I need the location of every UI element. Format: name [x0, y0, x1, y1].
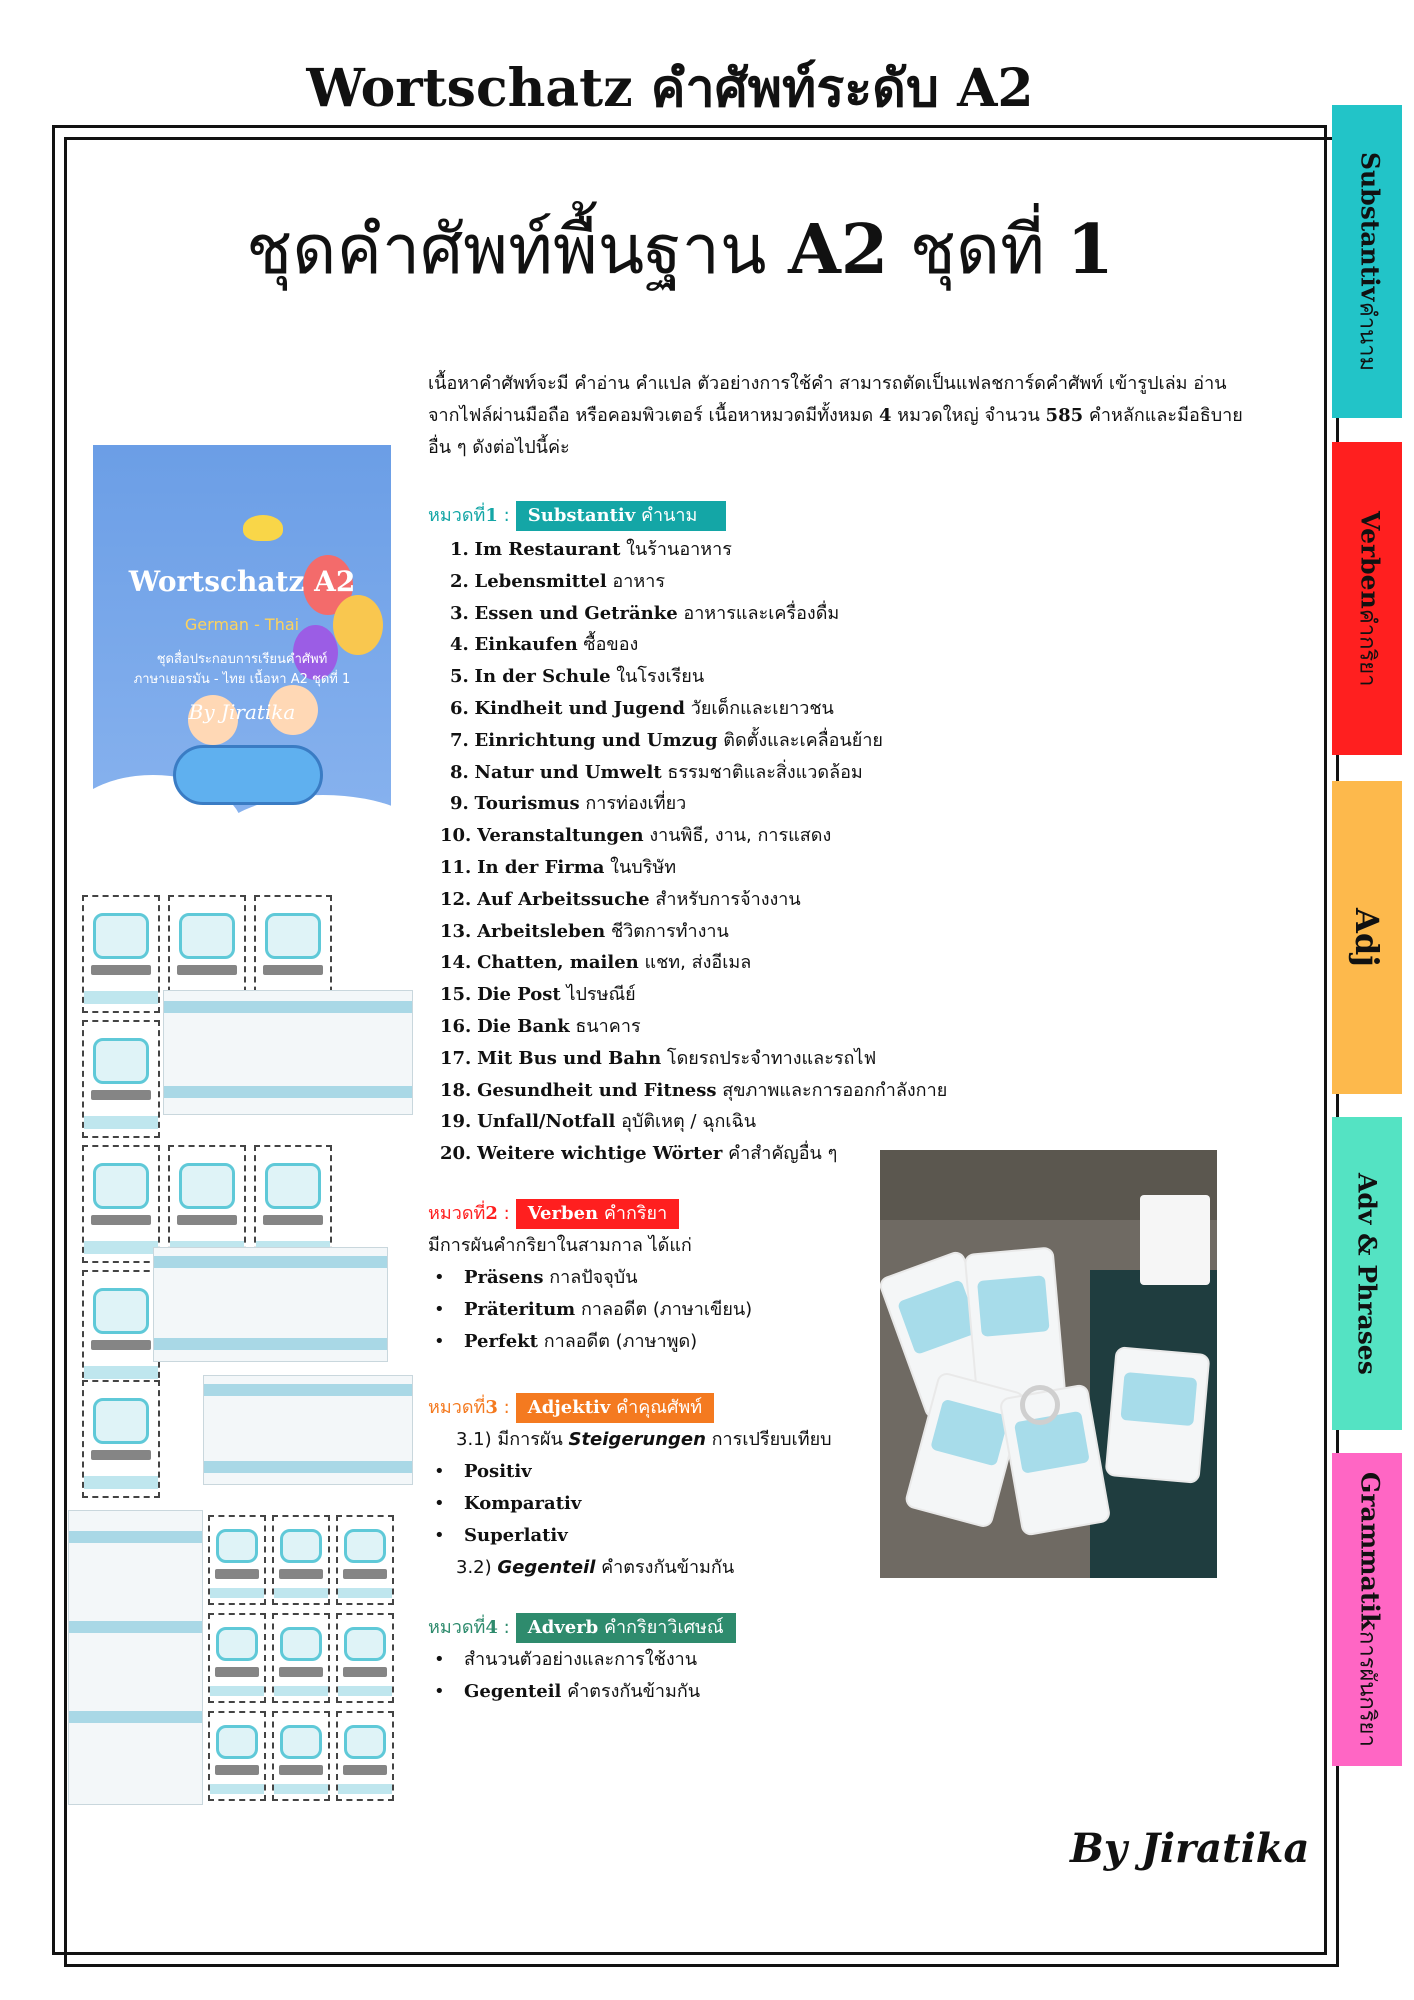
category-prefix — [428, 500, 510, 532]
topic-thai: โดยรถประจำทางและรถไฟ — [661, 1047, 877, 1069]
topic-german: Tourismus — [474, 793, 580, 815]
topic-thai: อาหารและเครื่องดื่ม — [677, 602, 840, 624]
tab-substantiv[interactable] — [1332, 105, 1402, 418]
category-prefix-text: หมวดที่ — [428, 1617, 486, 1638]
bullet-item — [428, 1456, 832, 1488]
topic-number: 16. — [440, 1015, 472, 1037]
sub-term: Gegenteil — [497, 1557, 596, 1578]
tab-label-th: การผันกริยา — [1354, 1630, 1380, 1747]
vocab-topic-item — [428, 979, 947, 1011]
intro-word-count: 585 — [1045, 405, 1084, 426]
sub-text: 3.2) — [456, 1557, 498, 1578]
topic-german: Veranstaltungen — [477, 825, 644, 847]
flashcard-image — [208, 1711, 266, 1801]
bullet-german: Präteritum — [464, 1299, 576, 1320]
chip-label-de: Verben — [527, 1203, 599, 1224]
bullet-german: Positiv — [464, 1461, 532, 1482]
topic-number: 18. — [440, 1079, 472, 1101]
topic-number: 15. — [440, 984, 472, 1006]
intro-text: เนื้อหาคำศัพท์จะมี คำอ่าน คำแปล ตัวอย่างการใช้คำ สามารถตัดเป็นแฟลชการ์ดคำศัพท์ เข้ารูปเล่ม อ่านจากไฟล์ผ่านมือถือ หรือคอมพิวเตอร์ เนื้อหาหมวดมีทั้งหมด — [428, 373, 1227, 426]
category-prefix-text: หมวดที่ — [428, 1203, 486, 1224]
bullet-thai: กาลอดีต (ภาษาพูด) — [537, 1331, 698, 1352]
photo-card — [964, 1246, 1067, 1403]
vocab-topic-item — [428, 1075, 947, 1107]
topic-number: 19. — [440, 1111, 472, 1133]
category-3-list — [428, 1456, 832, 1552]
category-2 — [428, 1198, 752, 1358]
bullet-item — [428, 1294, 752, 1326]
tab-adv-phrases[interactable] — [1332, 1117, 1402, 1430]
topic-thai: แชท, ส่งอีเมล — [638, 952, 752, 974]
bullet-thai: คำตรงกันข้ามกัน — [561, 1681, 701, 1702]
chip-label-th: คำกริยา — [598, 1203, 668, 1224]
flashcard-image — [82, 895, 160, 1013]
tab-label-th: คำนาม — [1354, 301, 1380, 371]
sub-text: 3.1) มีการผัน — [456, 1429, 569, 1450]
category-1 — [428, 500, 947, 1170]
topic-german: In der Schule — [474, 666, 611, 688]
vocab-topic-item — [428, 884, 947, 916]
topic-number: 5. — [450, 666, 469, 688]
airplane-icon — [173, 745, 323, 805]
category-1-chip — [516, 501, 726, 531]
bullet-item — [428, 1676, 736, 1708]
chip-label-de: Adverb — [527, 1617, 599, 1638]
vocab-topic-item — [428, 916, 947, 948]
topic-german: In der Firma — [477, 856, 605, 878]
category-prefix-text: หมวดที่ — [428, 1397, 486, 1418]
category-prefix-text: หมวดที่ — [428, 505, 486, 526]
category-2-list — [428, 1262, 752, 1358]
vocab-topic-item — [428, 820, 947, 852]
category-prefix — [428, 1392, 510, 1424]
category-number: 2 — [485, 1203, 498, 1224]
vocab-topic-item — [428, 693, 947, 725]
cover-description — [113, 650, 371, 690]
flashcard-image — [254, 1145, 332, 1263]
vocab-sheet-image — [68, 1510, 203, 1805]
category-colon: : — [497, 1397, 510, 1418]
category-4 — [428, 1612, 736, 1708]
topic-thai: ธรรมชาติและสิ่งแวดล้อม — [661, 761, 863, 783]
topic-german: Gesundheit und Fitness — [477, 1079, 717, 1101]
tab-label-de: Grammatik — [1355, 1472, 1385, 1631]
category-2-chip — [516, 1199, 679, 1229]
category-3-header — [428, 1392, 832, 1424]
topic-thai: ซื้อของ — [577, 634, 639, 656]
topic-thai: สุขภาพและการออกกำลังกาย — [716, 1079, 948, 1101]
chip-label-th: คำกริยาวิเศษณ์ — [598, 1617, 724, 1638]
vocab-topic-item — [428, 852, 947, 884]
category-colon: : — [497, 1203, 510, 1224]
flashcard-image — [208, 1515, 266, 1605]
bullet-german: Perfekt — [464, 1331, 538, 1352]
bird-icon — [243, 515, 283, 541]
topic-number: 7. — [450, 729, 469, 751]
bullet-german: Superlativ — [464, 1525, 568, 1546]
flashcard-image — [272, 1515, 330, 1605]
category-prefix — [428, 1198, 510, 1230]
flashcard-collage — [68, 875, 413, 1805]
heading-set-number: 1 — [1066, 210, 1114, 290]
title-level: A2 — [957, 58, 1034, 119]
title-thai: คำศัพท์ระดับ — [650, 59, 939, 119]
topic-thai: ติดตั้งและเคลื่อนย้าย — [717, 729, 883, 751]
topic-thai: ในโรงเรียน — [610, 666, 705, 688]
category-4-list — [428, 1644, 736, 1708]
topic-number: 6. — [450, 697, 469, 719]
intro-text: คำหลักและมีอธิบายอื่น ๆ ดังต่อไปนี้ค่ะ — [428, 405, 1243, 458]
topic-german: Mit Bus und Bahn — [477, 1047, 662, 1069]
cover-author: By Jiratika — [188, 700, 296, 724]
category-number: 3 — [485, 1397, 498, 1418]
sub-text: การเปรียบเทียบ — [705, 1429, 832, 1450]
topic-thai: งานพิธี, งาน, การแสดง — [643, 825, 832, 847]
vocab-topic-item — [428, 534, 947, 566]
topic-german: Einrichtung und Umzug — [474, 729, 718, 751]
bullet-thai: กาลปัจจุบัน — [543, 1267, 638, 1288]
category-colon: : — [497, 505, 510, 526]
category-1-list — [428, 534, 947, 1170]
topic-number: 4. — [450, 634, 469, 656]
bullet-item — [428, 1262, 752, 1294]
vocab-topic-item — [428, 757, 947, 789]
flashcard-image — [82, 1020, 160, 1138]
topic-thai: วัยเด็กและเยาวชน — [685, 697, 834, 719]
cover-title: Wortschatz A2 — [128, 565, 356, 598]
chip-label-th: คำนาม — [635, 505, 698, 526]
topic-german: Chatten, mailen — [477, 952, 639, 974]
topic-german: Im Restaurant — [474, 539, 621, 560]
intro-text: หมวดใหญ่ จำนวน — [891, 405, 1046, 426]
tab-label-de: Adv & Phrases — [1352, 1172, 1382, 1375]
flashcard-image — [82, 1380, 160, 1498]
vocab-topic-item — [428, 598, 947, 630]
flashcard-image — [208, 1613, 266, 1703]
topic-thai: ในบริษัท — [604, 856, 677, 878]
category-number: 1 — [485, 505, 498, 526]
category-4-chip — [516, 1613, 736, 1643]
tab-label-de: Substantiv — [1355, 152, 1385, 302]
flashcard-image — [82, 1270, 160, 1388]
cover-desc-line: ชุดสื่อประกอบการเรียนคำศัพท์ — [156, 652, 328, 667]
topic-thai: คำสำคัญอื่น ๆ — [722, 1143, 838, 1165]
category-3 — [428, 1392, 832, 1584]
tab-verben[interactable] — [1332, 442, 1402, 755]
binder-ring-icon — [1020, 1385, 1060, 1425]
topic-german: Kindheit und Jugend — [474, 697, 685, 719]
topic-number: 11. — [440, 856, 472, 878]
topic-thai: สำหรับการจ้างงาน — [649, 888, 801, 910]
bullet-thai: กาลอดีต (ภาษาเขียน) — [575, 1299, 753, 1320]
topic-german: Die Post — [477, 984, 561, 1006]
chip-label-de: Adjektiv — [527, 1397, 611, 1418]
category-prefix — [428, 1612, 510, 1644]
topic-number: 20. — [440, 1143, 472, 1165]
intro-category-count: 4 — [878, 405, 892, 426]
category-4-header — [428, 1612, 736, 1644]
category-2-description: มีการผันคำกริยาในสามกาล ได้แก่ — [428, 1235, 692, 1256]
bullet-item — [428, 1520, 832, 1552]
topic-number: 12. — [440, 888, 472, 910]
topic-german: Arbeitsleben — [477, 920, 606, 942]
topic-number: 14. — [440, 952, 472, 974]
sub-text: คำตรงกันข้ามกัน — [595, 1557, 735, 1578]
category-2-header — [428, 1198, 752, 1230]
topic-german: Auf Arbeitssuche — [477, 888, 650, 910]
flashcard-image — [168, 1145, 246, 1263]
document-title — [0, 46, 1340, 129]
vocab-topic-item — [428, 1011, 947, 1043]
vocab-topic-item — [428, 1043, 947, 1075]
vocab-sheet-image — [153, 1247, 388, 1362]
heading-level: A2 — [788, 210, 889, 290]
topic-number: 8. — [450, 761, 469, 783]
vocab-topic-item — [428, 725, 947, 757]
topic-thai: ชีวิตการทำงาน — [605, 920, 729, 942]
bullet-thai: สำนวนตัวอย่างและการใช้งาน — [464, 1649, 698, 1670]
tab-adj[interactable] — [1332, 781, 1402, 1094]
topic-thai: อุบัติเหตุ / ฉุกเฉิน — [615, 1111, 757, 1133]
intro-paragraph — [428, 368, 1248, 464]
book-cover — [93, 445, 391, 860]
topic-german: Natur und Umwelt — [474, 761, 662, 783]
photo-card — [1105, 1346, 1211, 1484]
vocab-topic-item — [428, 1106, 947, 1138]
tab-grammatik[interactable] — [1332, 1453, 1402, 1766]
flashcard-image — [272, 1613, 330, 1703]
topic-number: 17. — [440, 1047, 472, 1069]
flashcard-image — [336, 1613, 394, 1703]
topic-number: 1. — [450, 539, 469, 560]
vocab-topic-item — [428, 788, 947, 820]
topic-number: 2. — [450, 570, 469, 592]
cover-desc-line: ภาษาเยอรมัน - ไทย เนื้อหา A2 ชุดที่ 1 — [133, 672, 351, 687]
vocab-topic-item — [428, 629, 947, 661]
topic-german: Weitere wichtige Wörter — [477, 1143, 723, 1165]
cover-subtitle: German - Thai — [184, 615, 300, 634]
topic-number: 9. — [450, 793, 469, 815]
bullet-german: Komparativ — [464, 1493, 582, 1514]
topic-german: Lebensmittel — [474, 570, 607, 592]
heading-set: ชุดที่ — [909, 211, 1045, 290]
category-number: 4 — [485, 1617, 498, 1638]
vocab-sheet-image — [203, 1375, 413, 1485]
flashcard-image — [272, 1711, 330, 1801]
flashcard-image — [82, 1145, 160, 1263]
tab-label-de: Adj — [1348, 908, 1386, 967]
vocab-sheet-image — [163, 990, 413, 1115]
topic-german: Die Bank — [477, 1015, 570, 1037]
bullet-item — [428, 1326, 752, 1358]
flashcard-image — [336, 1711, 394, 1801]
tab-label-th: คำกริยา — [1354, 608, 1380, 687]
topic-number: 13. — [440, 920, 472, 942]
topic-german: Unfall/Notfall — [477, 1111, 616, 1133]
category-3-chip — [516, 1393, 714, 1423]
topic-thai: ไปรษณีย์ — [560, 984, 636, 1006]
topic-thai: อาหาร — [606, 570, 665, 592]
topic-thai: ธนาคาร — [569, 1015, 641, 1037]
flashcard-image — [336, 1515, 394, 1605]
category-colon: : — [497, 1617, 510, 1638]
topic-number: 3. — [450, 602, 469, 624]
topic-german: Einkaufen — [474, 634, 578, 656]
flashcards-photo — [880, 1150, 1217, 1578]
vocab-topic-item — [428, 1138, 947, 1170]
vocab-topic-item — [428, 947, 947, 979]
topic-thai: การท่องเที่ยว — [579, 793, 687, 815]
category-3-sub-1 — [428, 1424, 832, 1456]
bullet-item — [428, 1644, 736, 1676]
set-heading — [130, 195, 1230, 303]
tab-label-de: Verben — [1355, 510, 1385, 609]
chip-label-de: Substantiv — [527, 505, 636, 526]
author-signature: By Jiratika — [1070, 1825, 1310, 1872]
topic-thai: ในร้านอาหาร — [620, 539, 732, 560]
category-3-sub-2 — [428, 1552, 832, 1584]
vocab-topic-item — [428, 661, 947, 693]
chip-label-th: คำคุณศัพท์ — [610, 1397, 703, 1418]
bullet-german: Präsens — [464, 1267, 544, 1288]
topic-number: 10. — [440, 825, 472, 847]
vocab-topic-item — [428, 566, 947, 598]
card-stack-image — [1140, 1195, 1210, 1285]
heading-thai: ชุดคำศัพท์พื้นฐาน — [246, 211, 767, 290]
bullet-german: Gegenteil — [464, 1681, 562, 1702]
bullet-item — [428, 1488, 832, 1520]
topic-german: Essen und Getränke — [474, 602, 678, 624]
category-1-header — [428, 500, 947, 532]
title-german: Wortschatz — [306, 58, 633, 119]
sub-term: Steigerungen — [568, 1429, 706, 1450]
